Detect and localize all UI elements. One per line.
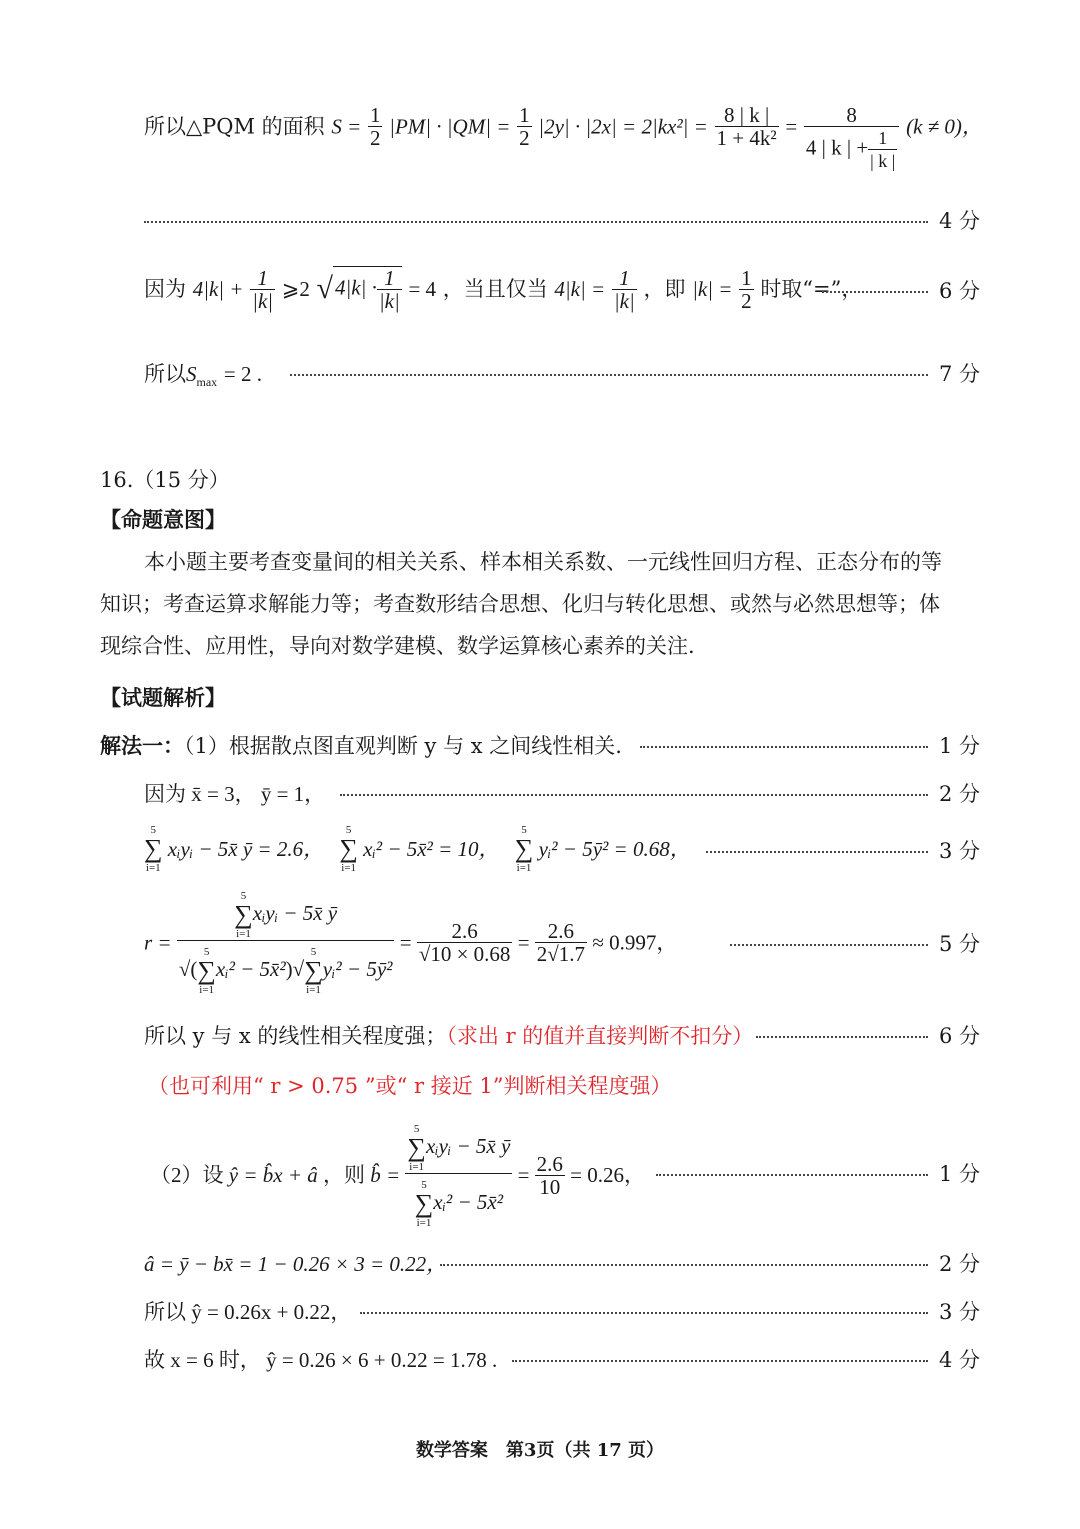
half-fraction: $\frac{1}{2}$ [369, 103, 381, 150]
ineq-ge: ⩾2 [281, 277, 310, 301]
inequality-line [144, 266, 862, 324]
score-row-6: 6 分 [822, 277, 980, 305]
sums-line: 5 ∑ i=1 xᵢyᵢ − 5x̄ ȳ = 2.6， 5 ∑ i=1 xᵢ² − 5x̄² = 10， 5 ∑ i=1 yᵢ² − 5ȳ² = 0.68， [144, 824, 691, 874]
k-nonzero: (k ≠ 0)， [906, 114, 983, 139]
because-label: 因为 [144, 277, 186, 301]
intent-body-1: 本小题主要考查变量间的相关关系、样本相关系数、一元线性回归方程、正态分布的等 [144, 550, 942, 574]
sqrt-content: 4|k| · $\frac{1}{|k|}$ [335, 266, 400, 313]
sqrt-sign: √ [316, 272, 333, 305]
equals: = [785, 114, 798, 139]
dot-leader [144, 221, 928, 223]
score-row-b3: 3 分 [360, 1298, 980, 1326]
alt-note: （也可利用“ r > 0.75 ”或“ r 接近 1”判断相关程度强） [148, 1074, 672, 1098]
predict-line: 故 x = 6 时， ŷ = 0.26 × 6 + 0.22 = 1.78 . [144, 1348, 498, 1372]
score-row-a3: 3 分 [706, 837, 980, 865]
sum-symbol: 5 ∑ i=1 [339, 824, 358, 874]
means-line: 因为 x̄ = 3， ȳ = 1， [144, 782, 326, 806]
half-value: $\frac{1}{2}$ [741, 265, 752, 313]
sum-symbol: 5 ∑ i=1 [514, 824, 534, 874]
score-row-7: 7 分 [290, 360, 980, 388]
half-fraction-2: $\frac{1}{2}$ [519, 103, 530, 150]
score-row-b1: 1 分 [656, 1160, 980, 1188]
when-label: ，当且仅当 [442, 277, 548, 301]
method1-step1: 解法一：（1）根据散点图直观判断 y 与 x 之间线性相关. [100, 733, 622, 758]
smax-line: 所以$S_{max} = 2$ . [144, 362, 262, 390]
take-label: 时取“=”， [760, 277, 863, 301]
area-fraction-2: 8 4 | k | + $\frac{1}{| k |}$ [804, 104, 899, 172]
score-row-a5: 5 分 [730, 930, 980, 958]
one-over-k: $\frac{1}{|k|}$ [252, 265, 274, 313]
score-row-a2: 2 分 [340, 780, 980, 808]
b-value-fraction: $\frac{2.6}{10}$ [536, 1151, 563, 1199]
page-footer: 数学答案 第3页（共 17 页） [415, 1440, 665, 1461]
s-eq: S = [331, 114, 362, 139]
score-row-b4: 4 分 [512, 1346, 980, 1374]
ie-label: ，即 [643, 277, 686, 301]
part2-line: （2）设 ŷ = b̂x + â ，则 b̂ = 5 ∑ i=1 xᵢyᵢ − 5x̄ ȳ 5 ∑ i=1 xᵢ² − 5x̄² = $\frac{2.6}{10}$ = 0.26， [150, 1120, 645, 1232]
analysis-heading: 【试题解析】 [100, 685, 226, 710]
pm-qm: |PM| · |QM| = [389, 114, 511, 139]
r-formula: r = 5 ∑ i=1 xᵢyᵢ − 5x̄ ȳ √( 5 ∑ i=1 xᵢ² − 5x̄²)√ 5 ∑ i=1 yᵢ² − 5ȳ² = $\frac{2.6}{√10 \times 0.68}$ = $\frac{2.6}{2√1.7}$ ≈ 0.997， [144, 888, 677, 1012]
area-formula-line [144, 104, 983, 194]
r-fraction-3: $\frac{2.6}{2√1.7}$ [536, 919, 586, 967]
cond-frac: $\frac{1}{|k|}$ [613, 265, 635, 313]
area-fraction-1: $\frac{8 | k |}{\text{1 + 4k²}}$ [716, 103, 777, 150]
conclusion-line: 所以 y 与 x 的线性相关程度强；（求出 r 的值并直接判断不扣分） [144, 1024, 754, 1048]
intent-body-3: 现综合性、应用性，导向对数学建模、数学运算核心素养的关注. [100, 634, 695, 658]
area-label: 所以△PQM 的面积 [144, 114, 325, 139]
ineq-lhs: 4|k| + [192, 277, 244, 301]
question-16-title: 16.（15 分） [100, 468, 230, 492]
a-hat-line: â = ȳ − bx̄ = 1 − 0.26 × 3 = 0.22， [144, 1252, 448, 1276]
cond-lhs: 4|k| = [554, 277, 606, 301]
r-fraction-2: $\frac{2.6}{√10 \times 0.68}$ [418, 919, 511, 967]
ineq-eq4: = 4 [408, 277, 437, 301]
intent-heading: 【命题意图】 [100, 507, 226, 532]
intent-body-2: 知识；考查运算求解能力等；考查数形结合思想、化归与转化思想、或然与必然思想等；体 [100, 592, 940, 616]
b-fraction: 5 ∑ i=1 xᵢyᵢ − 5x̄ ȳ 5 ∑ i=1 xᵢ² − 5x̄² [405, 1120, 512, 1230]
score-label: 4 分 [938, 209, 980, 233]
score-row-a6: 6 分 [756, 1022, 980, 1050]
y-x-product: |2y| · |2x| = 2|kx²| = [538, 114, 708, 139]
r-main-fraction: 5 ∑ i=1 xᵢyᵢ − 5x̄ ȳ √( 5 ∑ i=1 xᵢ² − 5x̄²)√ 5 ∑ i=1 yᵢ² − 5ȳ² [177, 888, 395, 997]
score-row-4 [144, 207, 980, 235]
absk-eq: |k| = [692, 277, 733, 301]
y-hat-line: 所以 ŷ = 0.26x + 0.22， [144, 1300, 352, 1324]
score-row-a1: 1 分 [640, 732, 980, 760]
sum-symbol: 5 ∑ i=1 [144, 824, 163, 874]
score-row-b2: 2 分 [440, 1250, 980, 1278]
